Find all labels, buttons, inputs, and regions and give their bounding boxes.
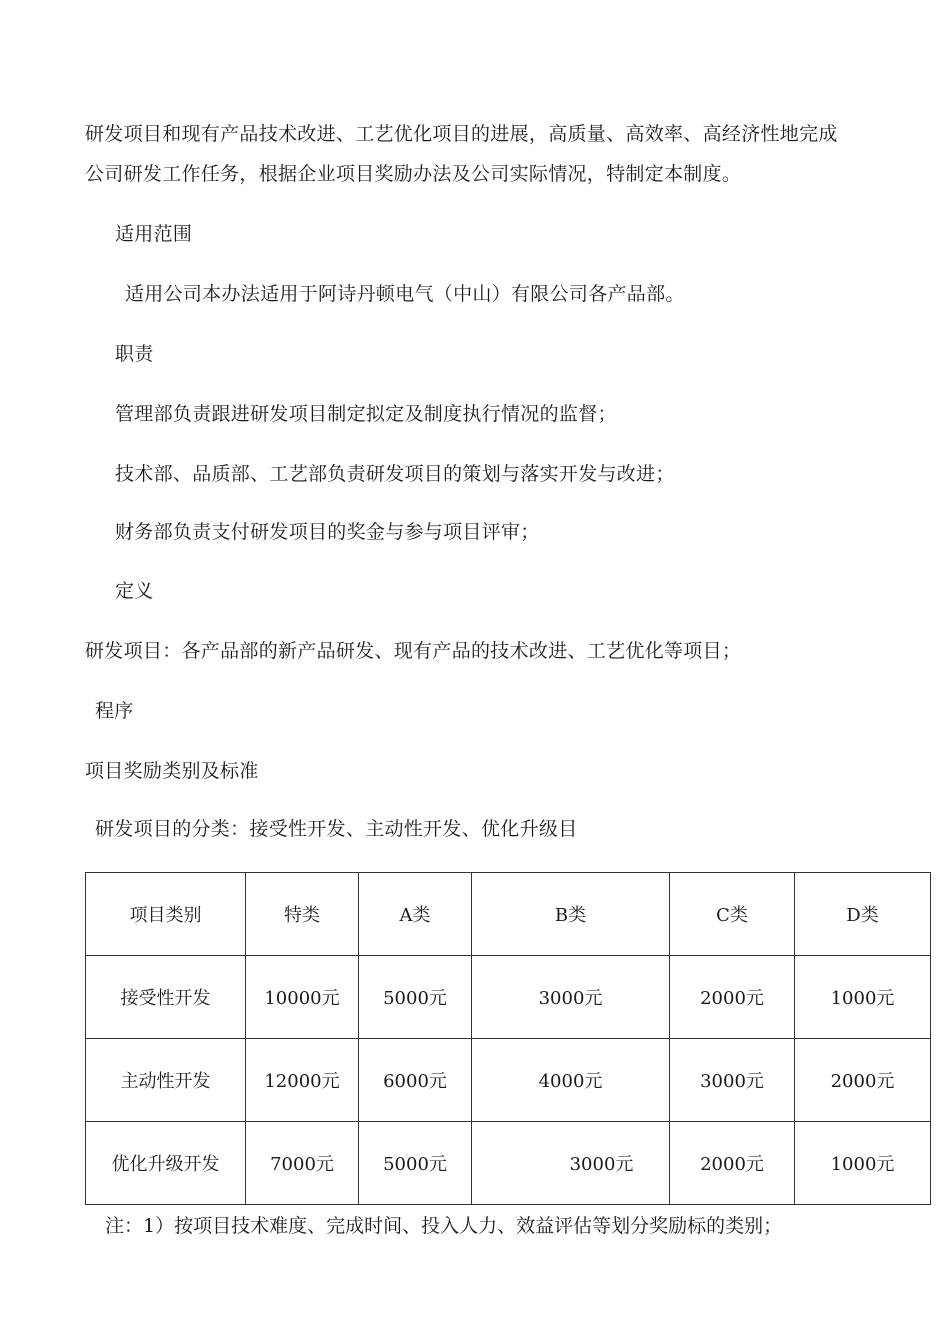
heading-procedure: 程序: [95, 700, 134, 722]
table-cell: 1000元: [795, 1122, 931, 1205]
table-cell: 2000元: [670, 1122, 795, 1205]
row-label-cell: 主动性开发: [86, 1039, 246, 1122]
paragraph-classification: 研发项目的分类：接受性开发、主动性开发、优化升级目: [95, 818, 578, 840]
row-label-cell: 优化升级开发: [86, 1122, 246, 1205]
paragraph-duty-technical: 技术部、品质部、工艺部负责研发项目的策划与落实开发与改进；: [115, 463, 675, 485]
paragraph-duty-management: 管理部负责跟进研发项目制定拟定及制度执行情况的监督；: [115, 403, 617, 425]
table-cell: 10000元: [246, 956, 359, 1039]
table-cell: 2000元: [670, 956, 795, 1039]
heading-scope: 适用范围: [115, 223, 193, 245]
table-cell: 4000元: [472, 1039, 670, 1122]
heading-reward-standards: 项目奖励类别及标准: [85, 760, 259, 782]
table-row: [86, 1039, 931, 1122]
table-cell: 5000元: [359, 1122, 472, 1205]
heading-duty: 职责: [115, 343, 154, 365]
table-cell: 7000元: [246, 1122, 359, 1205]
table-header-row: [86, 873, 931, 956]
paragraph-intro-line-1: 研发项目和现有产品技术改进、工艺优化项目的进展，高质量、高效率、高经济性地完成: [85, 123, 838, 145]
heading-definition: 定义: [115, 580, 154, 602]
header-cell: B类: [472, 873, 670, 956]
table-cell: 12000元: [246, 1039, 359, 1122]
header-cell: 特类: [246, 873, 359, 956]
table-cell: 1000元: [795, 956, 931, 1039]
table-cell: 3000元: [472, 956, 670, 1039]
reward-table-container: [85, 872, 931, 1205]
table-cell: 3000元: [670, 1039, 795, 1122]
paragraph-duty-finance: 财务部负责支付研发项目的奖金与参与项目评审；: [115, 521, 540, 543]
table-cell: 6000元: [359, 1039, 472, 1122]
reward-table: [85, 872, 931, 1205]
table-note: 注：1）按项目技术难度、完成时间、投入人力、效益评估等划分奖励标的类别；: [105, 1215, 783, 1237]
header-cell: 项目类别: [86, 873, 246, 956]
table-cell: 5000元: [359, 956, 472, 1039]
table-cell: 3000元: [472, 1122, 670, 1205]
paragraph-scope: 适用公司本办法适用于阿诗丹顿电气（中山）有限公司各产品部。: [125, 283, 685, 305]
header-cell: C类: [670, 873, 795, 956]
table-row: [86, 1122, 931, 1205]
table-cell: 2000元: [795, 1039, 931, 1122]
header-cell: A类: [359, 873, 472, 956]
row-label-cell: 接受性开发: [86, 956, 246, 1039]
header-cell: D类: [795, 873, 931, 956]
paragraph-intro-line-2: 公司研发工作任务，根据企业项目奖励办法及公司实际情况，特制定本制度。: [85, 163, 742, 185]
paragraph-definition: 研发项目：各产品部的新产品研发、现有产品的技术改进、工艺优化等项目；: [85, 640, 742, 662]
table-row: [86, 956, 931, 1039]
